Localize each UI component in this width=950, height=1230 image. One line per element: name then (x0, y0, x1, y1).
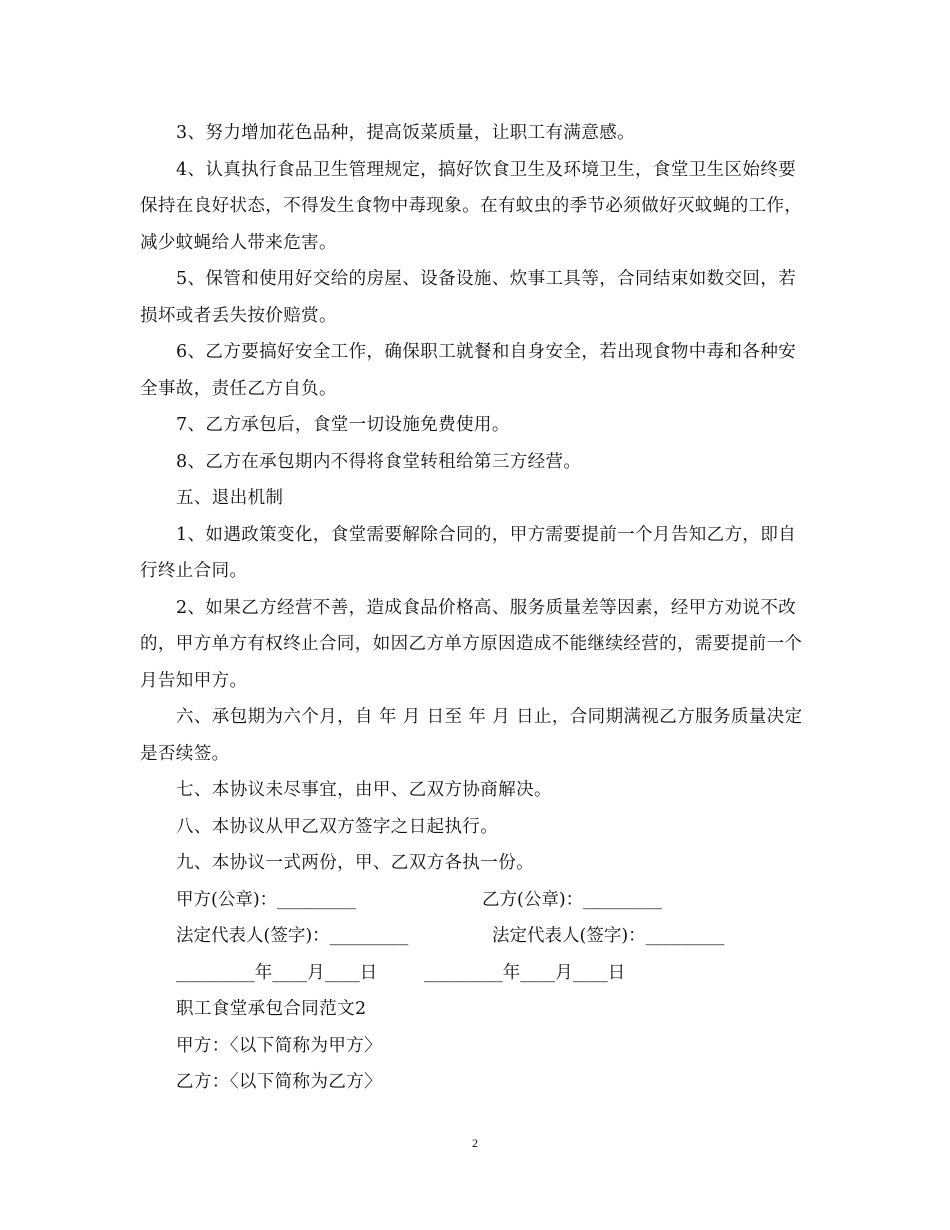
party-a-representative-field: 法定代表人(签字)：_________ (176, 926, 409, 946)
party-b-date-field: _________年____月____日 (424, 962, 626, 983)
representative-row (140, 918, 812, 955)
seal-row (140, 882, 812, 919)
clause-5: 5、保管和使用好交给的房屋、设备设施、炊事工具等，合同结束如数交回，若损坏或者丢失按价赔赏。 (140, 269, 797, 326)
section-term: 六、承包期为六个月，自 年 月 日至 年 月 日止，合同期满视乙方服务质量决定是否续签。 (140, 707, 803, 764)
section-effective-date: 八、本协议从甲乙双方签字之日起执行。 (176, 816, 499, 837)
next-contract-title: 职工食堂承包合同范文2 (176, 999, 367, 1019)
clause-4: 4、认真执行食品卫生管理规定，搞好饮食卫生及环境卫生，食堂卫生区始终要保持在良好状态，不得发生食物中毒现象。在有蚊虫的季节必须做好灭蚊蝇的工作，减少蚊蝇给人带来危害。 (140, 159, 803, 253)
clause-8: 8、乙方在承包期内不得将食堂转租给第三方经营。 (176, 451, 582, 472)
party-b-seal-field: 乙方(公章)：_________ (482, 889, 662, 910)
section-heading-exit: 五、退出机制 (176, 488, 284, 508)
clause-7: 7、乙方承包后，食堂一切设施免费使用。 (176, 415, 510, 435)
exit-clause-1: 1、如遇政策变化，食堂需要解除合同的，甲方需要提前一个月告知乙方，即自行终止合同。 (140, 524, 797, 581)
date-row (140, 955, 812, 992)
party-b-representative-field: 法定代表人(签字)：_________ (492, 926, 725, 946)
party-a-seal-field: 甲方(公章)：_________ (176, 889, 356, 910)
next-contract-party-a: 甲方：〈以下简称为甲方〉 (176, 1035, 383, 1056)
party-a-date-field: _________年____月____日 (176, 962, 378, 983)
clause-6: 6、乙方要搞好安全工作，确保职工就餐和自身安全，若出现食物中毒和各种安全事故，责任乙方自负。 (140, 342, 797, 399)
exit-clause-2: 2、如果乙方经营不善，造成食品价格高、服务质量差等因素，经甲方劝说不改的，甲方单方有权终止合同，如因乙方单方原因造成不能继续经营的，需要提前一个月告知甲方。 (140, 597, 803, 691)
document-body (140, 115, 812, 1101)
page-number: 2 (472, 1136, 478, 1150)
next-contract-party-b: 乙方：〈以下简称为乙方〉 (176, 1072, 383, 1092)
section-copies: 九、本协议一式两份，甲、乙双方各执一份。 (176, 853, 534, 873)
clause-3: 3、努力增加花色品种，提高饭菜质量，让职工有满意感。 (176, 123, 636, 143)
section-unresolved-matters: 七、本协议未尽事宜，由甲、乙双方协商解决。 (176, 780, 552, 800)
